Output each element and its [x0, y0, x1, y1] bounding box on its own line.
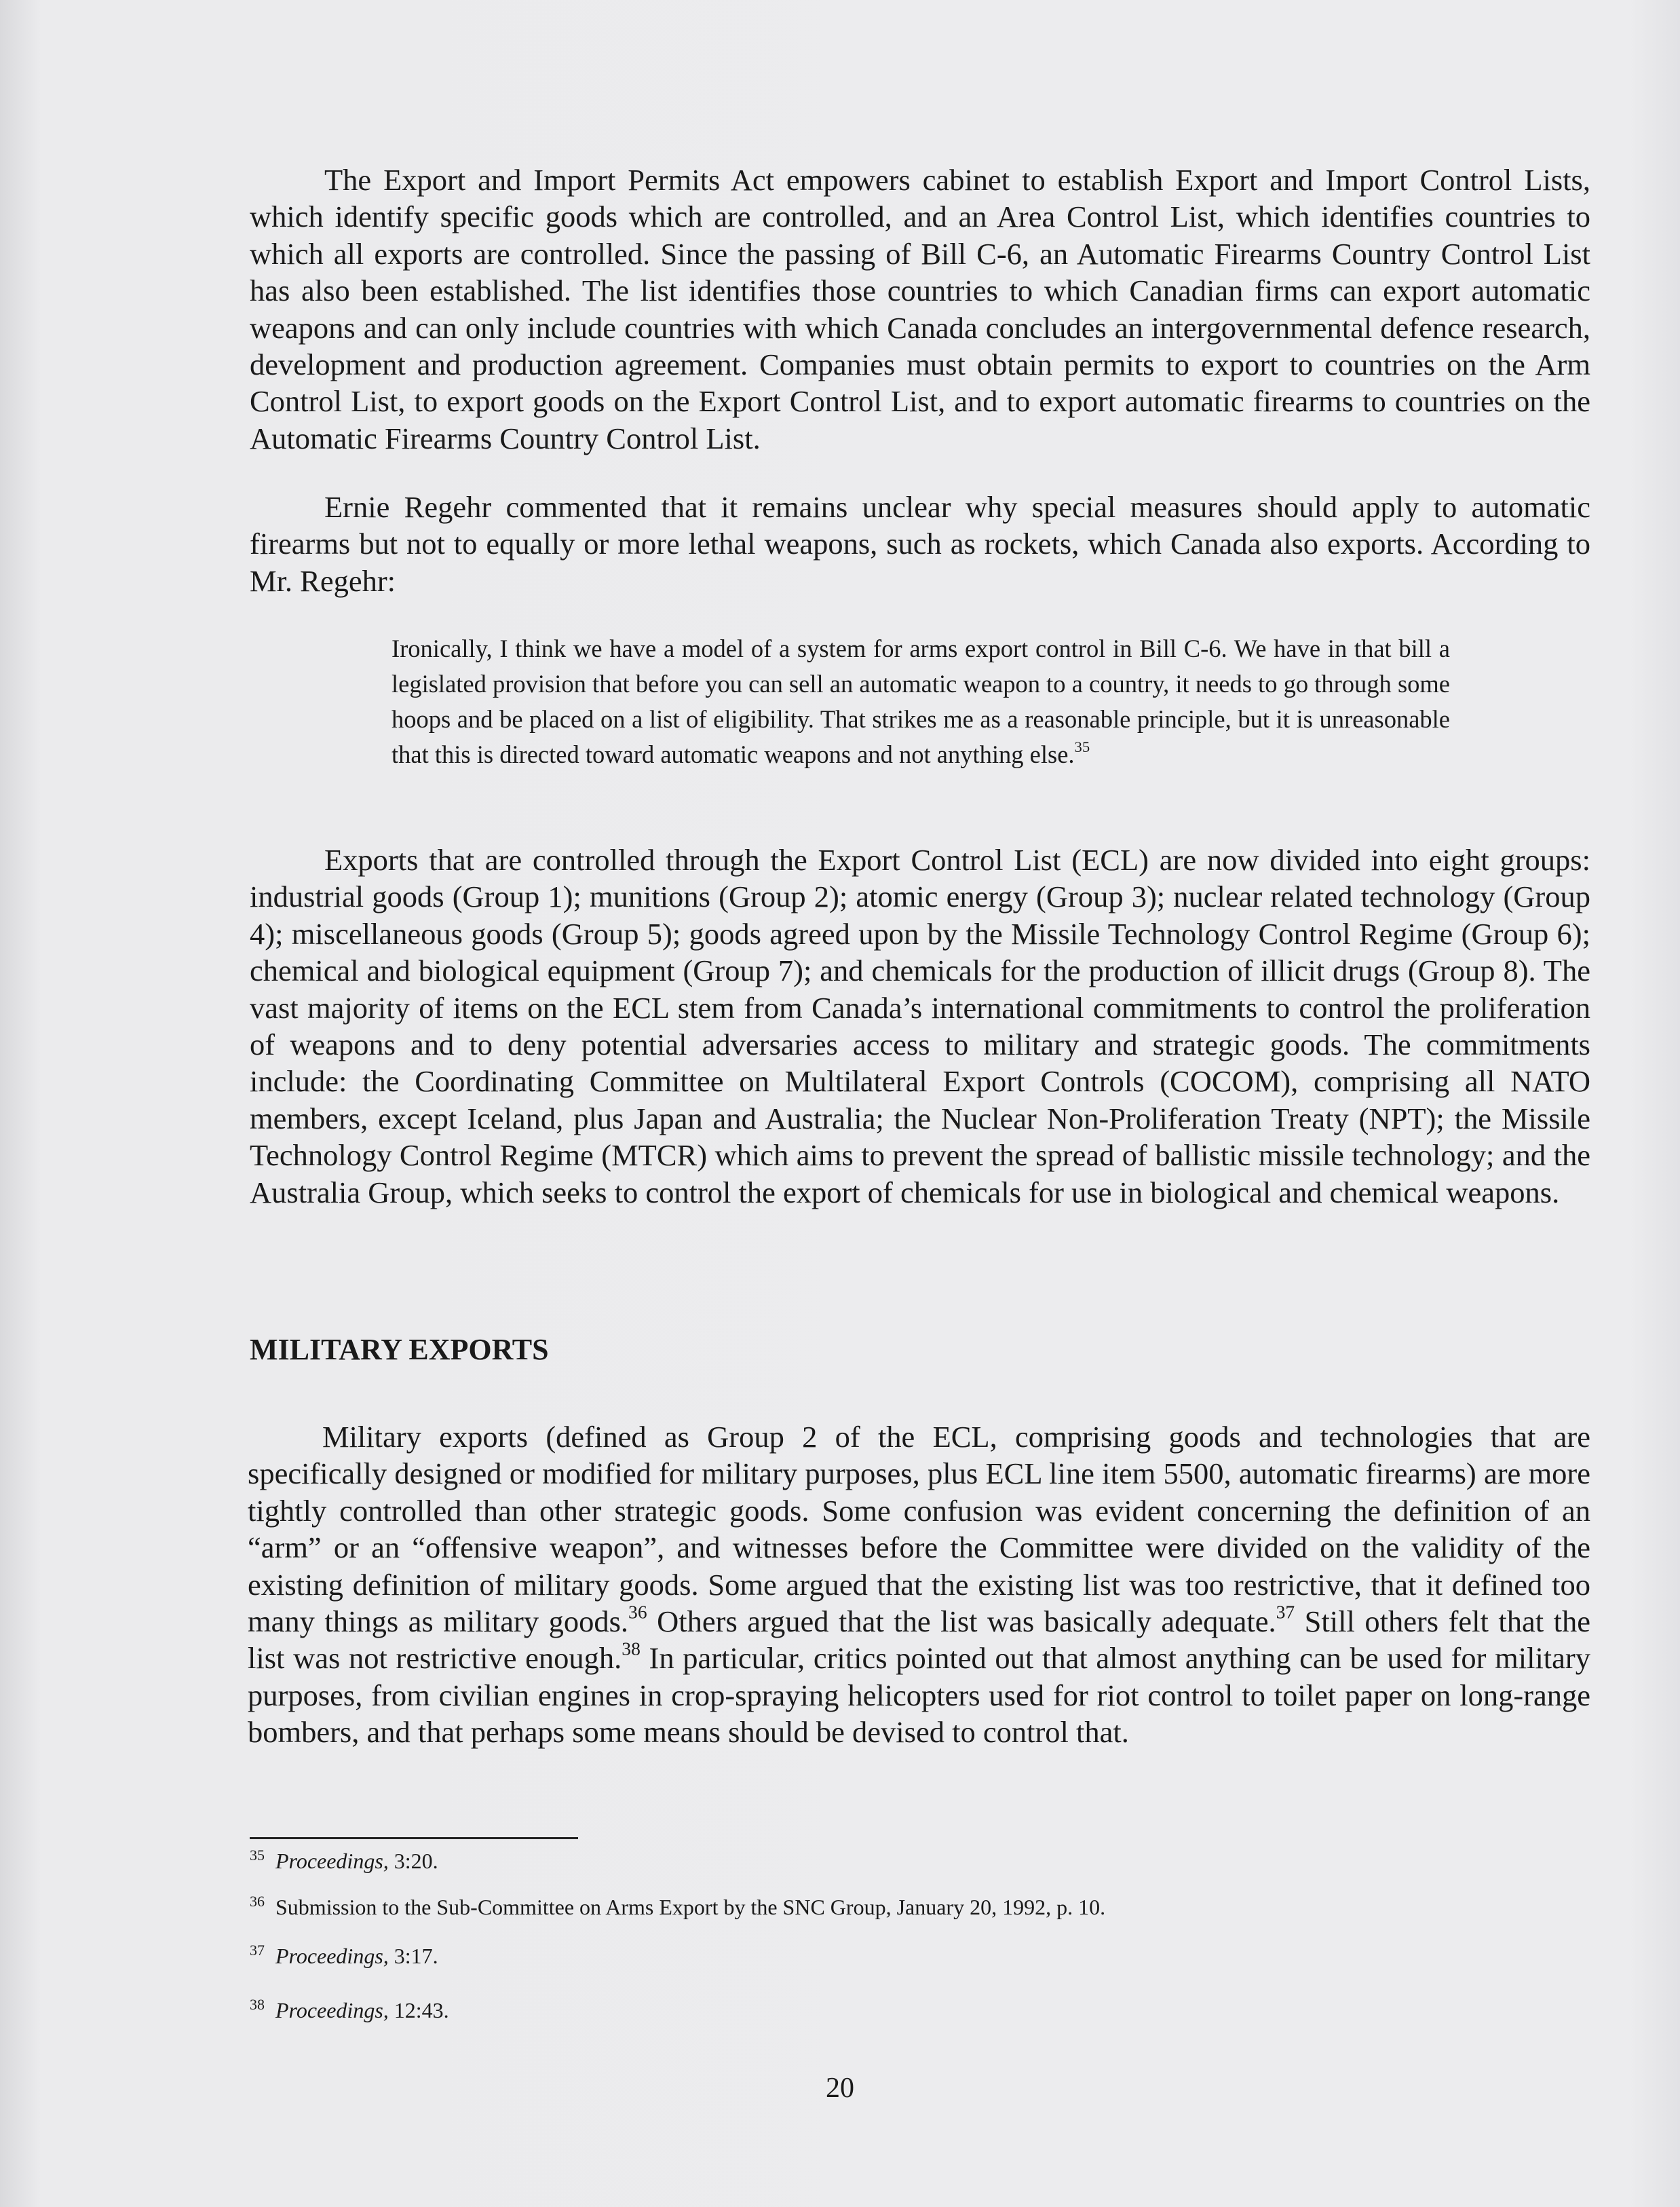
footnote-locator: 3:17.	[388, 1944, 438, 1968]
paragraph-text-part-3: Still others felt that the list was not restrictive enough.	[248, 1604, 1590, 1676]
paragraph-ernie-regehr: Ernie Regehr commented that it remains unclear why special measures should apply to automatic firearms but not to equally or more lethal weapons, such as rockets, which Canada also exports. According to Mr. Regehr:	[250, 490, 1590, 598]
quote-text: Ironically, I think we have a model of a system for arms export control in Bill C-6. We have in that bill a legislated provision that before you can sell an automatic weapon to a country, it needs to go through some hoops and be placed on a list of eligibility. That strikes me as a reasonable principle, but it is unreasonable that this is directed toward automatic weapons and not anything else.	[392, 635, 1450, 768]
footnote-38	[250, 1997, 449, 2024]
footnote-37	[250, 1942, 438, 1969]
footnote-divider	[250, 1837, 578, 1839]
footnote-number: 36	[250, 1892, 265, 1910]
paragraph-export-import-permits-act: The Export and Import Permits Act empowers cabinet to establish Export and Import Control Lists, which identify specific goods which are controlled, and an Area Control List, which identifies countries to which all exports are controlled. Since the passing of Bill C-6, an Automatic Firearms Country Control List has also been established. The list identifies those countries to which Canadian firms can export automatic weapons and can only include countries with which Canada concludes an intergovernmental defence research, development and production agreement. Companies must obtain permits to export to countries on the Arm Control List, to export goods on the Export Control List, and to export automatic firearms to countries on the Automatic Firearms Country Control List.	[250, 163, 1590, 455]
footnote-number: 38	[250, 1995, 265, 2013]
footnote-ref-35: 35	[1074, 738, 1090, 756]
footnote-source: Proceedings,	[275, 1944, 389, 1968]
footnote-ref-36: 36	[628, 1601, 647, 1623]
footnote-ref-37: 37	[1276, 1601, 1295, 1623]
paragraph-export-control-list: Exports that are controlled through the Export Control List (ECL) are now divided into eight groups: industrial goods (Group 1); munitions (Group 2); atomic energy (Group 3); nuclear related technology (Group 4); miscellaneous goods (Group 5); goods agreed upon by the Missile Technology Control Regime (Group 6); chemical and biological equipment (Group 7); and chemicals for the production of illicit drugs (Group 8). The vast majority of items on the ECL stem from Canada’s international commitments to control the proliferation of weapons and to deny potential adversaries access to military and strategic goods. The commitments include: the Coordinating Committee on Multilateral Export Controls (COCOM), comprising all NATO members, except Iceland, plus Japan and Australia; the Nuclear Non-Proliferation Treaty (NPT); the Missile Technology Control Regime (MTCR) which aims to prevent the spread of ballistic missile technology; and the Australia Group, which seeks to control the export of chemicals for use in biological and chemical weapons.	[250, 843, 1590, 1209]
block-quote-regehr	[392, 631, 1450, 772]
footnote-35	[250, 1847, 438, 1874]
footnote-locator: 3:20.	[388, 1849, 438, 1873]
footnote-ref-38: 38	[622, 1638, 641, 1660]
footnote-number: 35	[250, 1846, 265, 1864]
page-number: 20	[826, 2073, 854, 2104]
paragraph-text-part-2: Others argued that the list was basically adequate.	[647, 1604, 1276, 1639]
section-heading-military-exports: MILITARY EXPORTS	[250, 1333, 549, 1366]
paragraph-military-exports	[248, 1418, 1590, 1751]
footnote-number: 37	[250, 1941, 265, 1959]
footnote-source: Proceedings,	[275, 1849, 389, 1873]
footnote-text: Submission to the Sub-Committee on Arms Export by the SNC Group, January 20, 1992, p. 10.	[275, 1895, 1106, 1919]
paragraph-text-part-1: Military exports (defined as Group 2 of the ECL, comprising goods and technologies that are specifically designed or modified for military purposes, plus ECL line item 5500, automatic firearms) are more tightly controlled than other strategic goods. Some confusion was evident concerning the definition of an “arm” or an “offensive weapon”, and witnesses before the Committee were divided on the validity of the existing definition of military goods. Some argued that the existing list was too restrictive, that it defined too many things as military goods.	[248, 1420, 1590, 1639]
footnote-36	[250, 1893, 1105, 1921]
footnote-locator: 12:43.	[388, 1998, 449, 2022]
footnote-source: Proceedings,	[275, 1998, 389, 2022]
paragraph-text-part-4: In particular, critics pointed out that almost anything can be used for military purposes, from civilian engines in crop-spraying helicopters used for riot control to toilet paper on long-range bombers, and that perhaps some means should be devised to control that.	[248, 1641, 1590, 1750]
